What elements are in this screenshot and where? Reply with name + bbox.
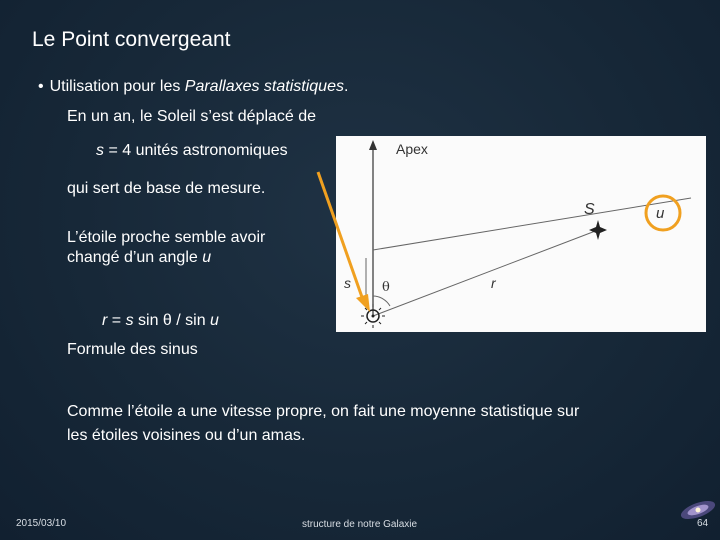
bullet-italic: Parallaxes statistiques [184,78,344,95]
formula-sin: sin θ / sin [133,312,211,329]
var-u: u [202,249,212,266]
label-theta: θ [382,280,390,295]
pointer-arrow [318,172,363,300]
text-line-3: qui sert de base de mesure. [67,180,266,197]
text-line-4a: L’étoile proche semble avoir [67,229,266,246]
formula-caption: Formule des sinus [67,341,198,358]
footer-title: structure de notre Galaxie [302,519,418,530]
label-u: u [656,205,665,222]
bullet-dot: • [38,78,44,95]
footer-page-number: 64 [697,518,709,529]
paragraph-line-2: les étoiles voisines ou d’un amas. [67,427,306,444]
line2-rest: = 4 unités astronomiques [104,142,288,159]
bullet-prefix: Utilisation pour les [49,78,185,95]
formula-u: u [210,312,219,329]
footer-date: 2015/03/10 [16,518,67,529]
label-S: S [584,201,595,218]
formula-eq: = [107,312,126,329]
paragraph-line-1: Comme l’étoile a une vitesse propre, on fait une moyenne statistique sur [67,403,580,420]
label-s: s [344,275,351,291]
formula-r: r [102,312,108,329]
line4b-text: changé d’un angle [67,249,203,266]
galaxy-logo-icon [676,496,720,526]
bullet-suffix: . [343,78,349,95]
slide-title: Le Point convergeant [32,28,231,51]
pointer-arrowhead [356,294,370,312]
text-line-1: En un an, le Soleil s’est déplacé de [67,108,317,125]
formula-s: s [125,312,134,329]
label-r: r [491,275,496,291]
label-apex: Apex [396,141,428,157]
var-s: s [96,142,104,159]
